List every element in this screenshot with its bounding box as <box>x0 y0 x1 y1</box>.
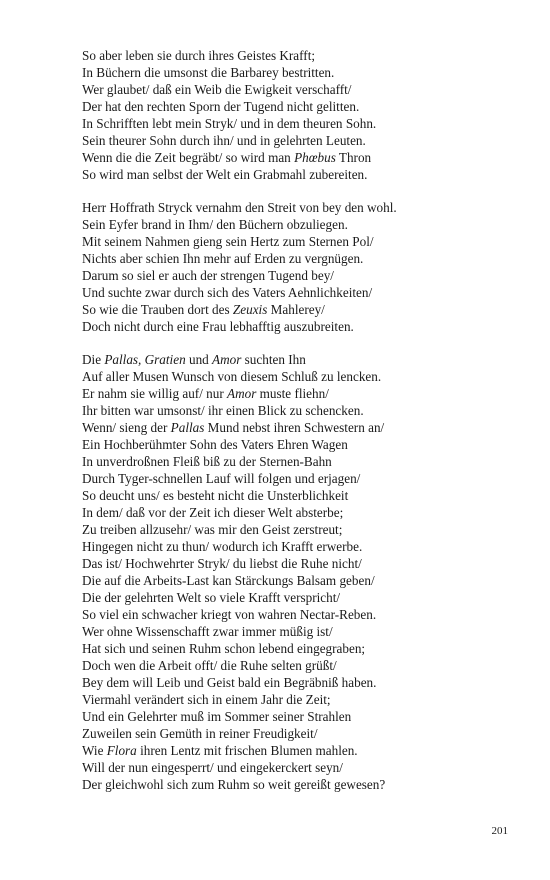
line-text: Durch Tyger-schnellen Lauf will folgen und erjagen/ <box>82 471 361 486</box>
line-text: Herr Hoffrath Stryck vernahm den Streit von bey den wohl. <box>82 200 397 215</box>
poem-line <box>82 115 482 132</box>
italic-name: Phœbus <box>294 150 336 165</box>
line-text: Sein theurer Sohn durch ihn/ und in gelehrten Leuten. <box>82 133 366 148</box>
line-text: In Büchern die umsonst die Barbarey bestritten. <box>82 65 335 80</box>
poem-line <box>82 64 482 81</box>
poem-line <box>82 674 482 691</box>
line-text: Die auf die Arbeits-Last kan Stärckungs Balsam geben/ <box>82 573 375 588</box>
line-text: Mahlerey/ <box>267 302 325 317</box>
line-text: Der hat den rechten Sporn der Tugend nicht gelitten. <box>82 99 360 114</box>
poem-line <box>82 623 482 640</box>
line-text: So viel ein schwacher kriegt von wahren Nectar-Reben. <box>82 607 377 622</box>
page-number: 201 <box>491 825 508 837</box>
poem-line <box>82 555 482 572</box>
line-text: Doch nicht durch eine Frau lebhafftig auszubreiten. <box>82 319 354 334</box>
italic-name: Pallas, Gratien <box>104 352 186 367</box>
line-text: Wenn/ sieng der <box>82 420 171 435</box>
line-text: suchten Ihn <box>241 352 306 367</box>
line-text: In dem/ daß vor der Zeit ich dieser Welt absterbe; <box>82 505 344 520</box>
line-text: Die <box>82 352 105 367</box>
poem-line <box>82 47 482 64</box>
poem-line <box>82 606 482 623</box>
line-text: Mit seinem Nahmen gieng sein Hertz zum Sternen Pol/ <box>82 234 374 249</box>
poem-line <box>82 267 482 284</box>
poem-line <box>82 589 482 606</box>
poem-line <box>82 572 482 589</box>
poem-line <box>82 132 482 149</box>
poem-line <box>82 521 482 538</box>
line-text: In unverdroßnen Fleiß biß zu der Sternen-Bahn <box>82 454 332 469</box>
italic-name: Amor <box>212 352 242 367</box>
poem-line <box>82 301 482 318</box>
poem-line <box>82 368 482 385</box>
line-text: Und ein Gelehrter muß im Sommer seiner Strahlen <box>82 709 352 724</box>
poem-line <box>82 98 482 115</box>
line-text: Mund nebst ihren Schwestern an/ <box>204 420 385 435</box>
poem-line <box>82 691 482 708</box>
line-text: Wer glaubet/ daß ein Weib die Ewigkeit verschafft/ <box>82 82 352 97</box>
line-text: Ein Hochberühmter Sohn des Vaters Ehren Wagen <box>82 437 348 452</box>
poem-line <box>82 385 482 402</box>
poem-line <box>82 742 482 759</box>
line-text: Er nahm sie willig auf/ nur <box>82 386 228 401</box>
stanza-3 <box>82 351 482 793</box>
line-text: Das ist/ Hochwehrter Stryk/ du liebst die Ruhe nicht/ <box>82 556 362 571</box>
poem-line <box>82 149 482 166</box>
line-text: Nichts aber schien Ihn mehr auf Erden zu vergnügen. <box>82 251 364 266</box>
line-text: Wenn die die Zeit begräbt/ so wird man <box>82 150 295 165</box>
poem-line <box>82 216 482 233</box>
line-text: Doch wen die Arbeit offt/ die Ruhe selten grüßt/ <box>82 658 337 673</box>
line-text: Ihr bitten war umsonst/ ihr einen Blick zu schencken. <box>82 403 364 418</box>
line-text: Bey dem will Leib und Geist bald ein Begräbniß haben. <box>82 675 377 690</box>
line-text: ihren Lentz mit frischen Blumen mahlen. <box>136 743 358 758</box>
line-text: Viermahl verändert sich in einem Jahr die Zeit; <box>82 692 331 707</box>
line-text: Sein Eyfer brand in Ihm/ den Büchern obzuliegen. <box>82 217 348 232</box>
poem-line <box>82 351 482 368</box>
poem-line <box>82 657 482 674</box>
poem-text <box>82 47 482 809</box>
line-text: Zuweilen sein Gemüth in reiner Freudigkeit/ <box>82 726 318 741</box>
italic-name: Flora <box>106 743 137 758</box>
poem-line <box>82 419 482 436</box>
stanza-1 <box>82 47 482 183</box>
line-text: Zu treiben allzusehr/ was mir den Geist zerstreut; <box>82 522 343 537</box>
line-text: Darum so siel er auch der strengen Tugend bey/ <box>82 268 334 283</box>
poem-line <box>82 250 482 267</box>
poem-line <box>82 640 482 657</box>
line-text: muste fliehn/ <box>256 386 329 401</box>
poem-line <box>82 284 482 301</box>
italic-name: Zeuxis <box>232 302 268 317</box>
line-text: Hingegen nicht zu thun/ wodurch ich Krafft erwerbe. <box>82 539 363 554</box>
line-text: Der gleichwohl sich zum Ruhm so weit gereißt gewesen? <box>82 777 386 792</box>
line-text: Thron <box>335 150 372 165</box>
line-text: In Schrifften lebt mein Stryk/ und in dem theuren Sohn. <box>82 116 377 131</box>
poem-line <box>82 233 482 250</box>
poem-line <box>82 708 482 725</box>
line-text: Auf aller Musen Wunsch von diesem Schluß zu lencken. <box>82 369 382 384</box>
line-text: So wie die Trauben dort des <box>82 302 233 317</box>
line-text: Die der gelehrten Welt so viele Krafft verspricht/ <box>82 590 341 605</box>
line-text: Will der nun eingesperrt/ und eingekerckert seyn/ <box>82 760 343 775</box>
line-text: So wird man selbst der Welt ein Grabmahl zubereiten. <box>82 167 368 182</box>
stanza-2 <box>82 199 482 335</box>
line-text: So deucht uns/ es besteht nicht die Unsterblichkeit <box>82 488 349 503</box>
poem-line <box>82 725 482 742</box>
line-text: So aber leben sie durch ihres Geistes Krafft; <box>82 48 316 63</box>
poem-line <box>82 453 482 470</box>
poem-line <box>82 470 482 487</box>
poem-line <box>82 436 482 453</box>
poem-line <box>82 199 482 216</box>
line-text: Hat sich und seinen Ruhm schon lebend eingegraben; <box>82 641 366 656</box>
poem-line <box>82 487 482 504</box>
poem-line <box>82 776 482 793</box>
poem-line <box>82 538 482 555</box>
italic-name: Amor <box>227 386 257 401</box>
line-text: Wie <box>82 743 107 758</box>
line-text: und <box>185 352 213 367</box>
poem-line <box>82 318 482 335</box>
italic-name: Pallas <box>170 420 205 435</box>
poem-line <box>82 759 482 776</box>
poem-line <box>82 504 482 521</box>
poem-line <box>82 166 482 183</box>
line-text: Und suchte zwar durch sich des Vaters Aehnlichkeiten/ <box>82 285 373 300</box>
poem-line <box>82 402 482 419</box>
poem-line <box>82 81 482 98</box>
line-text: Wer ohne Wissenschafft zwar immer müßig ist/ <box>82 624 333 639</box>
